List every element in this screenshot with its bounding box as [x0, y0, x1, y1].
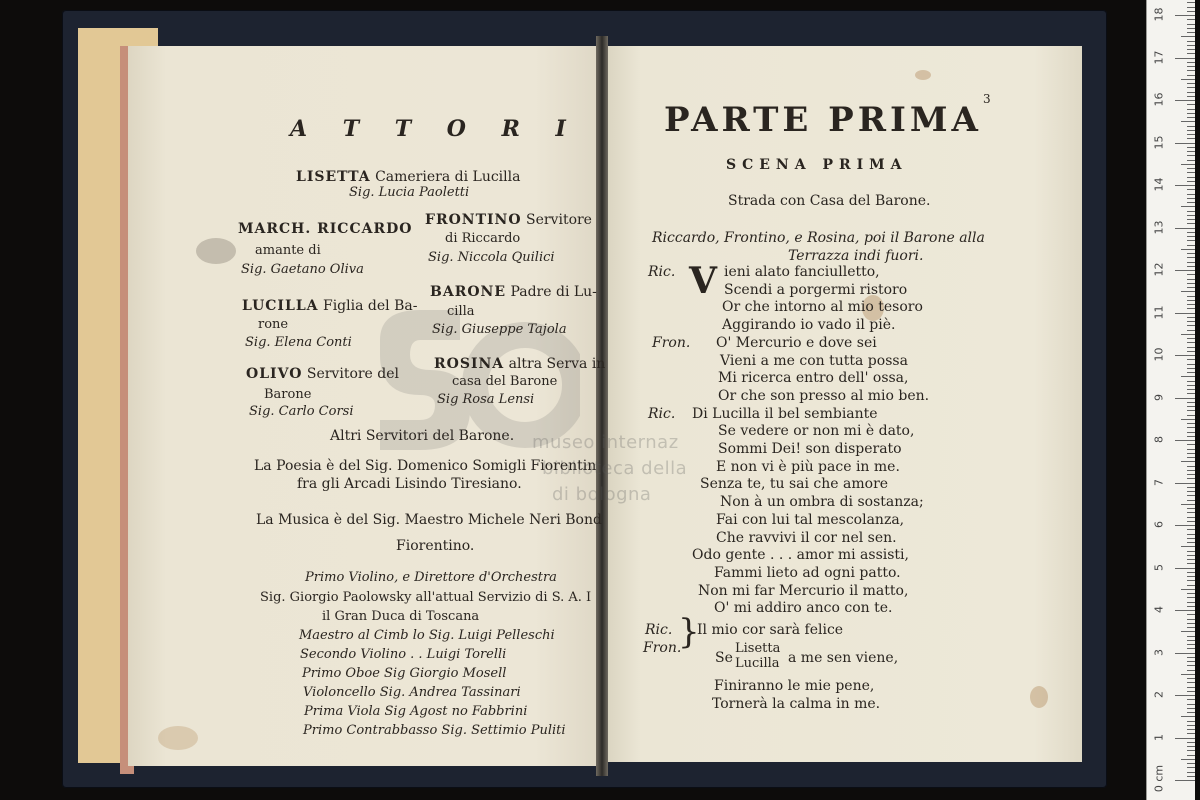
ruler-tick	[1187, 763, 1195, 764]
watermark-text-1: museo internaz	[532, 432, 679, 453]
ruler-tick	[1187, 708, 1195, 709]
ruler-tick	[1187, 134, 1195, 135]
verse-line: Fai con lui tal mescolanza,	[716, 511, 905, 528]
singer-lisetta: Sig. Lucia Paoletti	[349, 185, 470, 200]
ruler-tick	[1187, 62, 1195, 63]
ruler-tick	[1181, 79, 1195, 80]
ruler-tick	[1187, 712, 1195, 713]
ruler-tick	[1187, 28, 1195, 29]
ruler-tick	[1187, 194, 1195, 195]
ruler-tick	[1175, 100, 1195, 101]
ruler-tick	[1187, 66, 1195, 67]
ruler-tick	[1187, 444, 1195, 445]
ruler-tick	[1187, 644, 1195, 645]
ruler-tick	[1181, 206, 1195, 207]
ruler-label: 5	[1152, 563, 1166, 571]
watermark-text-2: biblioteca della	[542, 458, 688, 479]
ruler-tick	[1187, 325, 1195, 326]
ruler-tick	[1187, 393, 1195, 394]
ruler-tick	[1187, 211, 1195, 212]
ruler-tick	[1187, 83, 1195, 84]
ruler-tick	[1187, 7, 1195, 8]
scene-heading: SCENA PRIMA	[726, 157, 908, 173]
verse-line: O' mi addiro anco con te.	[714, 600, 893, 617]
ruler-tick	[1187, 2, 1195, 3]
ruler-tick	[1187, 172, 1195, 173]
ruler-tick	[1187, 682, 1195, 683]
ruler-tick	[1187, 500, 1195, 501]
duet-line-3: Finiranno le mie pene,	[714, 678, 875, 694]
part-title: PARTE PRIMA	[664, 100, 982, 140]
ruler-tick	[1187, 742, 1195, 743]
ruler-tick	[1181, 291, 1195, 292]
ruler-tick	[1187, 432, 1195, 433]
duet-name-lucilla: Lucilla	[735, 656, 780, 671]
ruler-tick	[1187, 555, 1195, 556]
ruler-tick	[1187, 147, 1195, 148]
verse-line: Or che intorno al mio tesoro	[722, 299, 923, 316]
ruler-label: 0 cm	[1152, 764, 1166, 793]
ruler-tick	[1187, 126, 1195, 127]
verse-line: Non à un ombra di sostanza;	[720, 494, 924, 511]
ruler-label: 17	[1152, 50, 1166, 64]
ruler-tick	[1187, 381, 1195, 382]
ruler-tick	[1187, 130, 1195, 131]
ruler-tick	[1187, 240, 1195, 241]
ruler-tick	[1187, 75, 1195, 76]
ruler-tick	[1187, 245, 1195, 246]
ruler-label: 3	[1152, 648, 1166, 656]
stage-direction-line1: Riccardo, Frontino, e Rosina, poi il Barone alla	[652, 230, 985, 246]
ruler-tick	[1181, 716, 1195, 717]
ruler-tick	[1187, 470, 1195, 471]
ruler-tick	[1187, 300, 1195, 301]
ruler-tick	[1187, 699, 1195, 700]
ruler-tick	[1187, 593, 1195, 594]
ruler-tick	[1181, 164, 1195, 165]
role-riccardo-desc: amante di	[255, 243, 321, 258]
ruler-tick	[1181, 334, 1195, 335]
ruler-tick	[1187, 746, 1195, 747]
scene-setting: Strada con Casa del Barone.	[728, 193, 931, 209]
ruler-tick	[1187, 576, 1195, 577]
ruler-tick	[1175, 738, 1195, 739]
ruler-tick	[1175, 185, 1195, 186]
stage-direction-line2: Terrazza indi fuori.	[788, 248, 924, 264]
ruler-tick	[1187, 602, 1195, 603]
ruler-tick	[1187, 19, 1195, 20]
ruler-tick	[1187, 491, 1195, 492]
ruler-tick	[1187, 151, 1195, 152]
orchestra-line: Primo Oboe Sig Giorgio Mosell	[302, 666, 507, 681]
ruler-tick	[1187, 551, 1195, 552]
ruler-tick	[1187, 160, 1195, 161]
ruler-tick	[1187, 257, 1195, 258]
singer-barone: Sig. Giuseppe Tajola	[432, 322, 567, 337]
ruler-label: 6	[1152, 521, 1166, 528]
ruler-label: 13	[1152, 220, 1166, 234]
ruler-tick	[1175, 780, 1195, 781]
ruler-tick	[1181, 504, 1195, 505]
measurement-ruler	[1146, 0, 1195, 800]
ruler-tick	[1187, 466, 1195, 467]
poetry-credit-line1: La Poesia è del Sig. Domenico Somigli Fiorentin	[254, 458, 597, 474]
singer-frontino: Sig. Niccola Quilici	[428, 250, 555, 265]
duet-line-2: a me sen viene,	[788, 650, 899, 666]
speaker-label: Ric.	[648, 264, 676, 280]
ruler-tick	[1187, 755, 1195, 756]
ruler-tick	[1187, 342, 1195, 343]
ruler-tick	[1187, 262, 1195, 263]
ruler-tick	[1175, 355, 1195, 356]
ruler-tick	[1187, 733, 1195, 734]
ruler-tick	[1187, 253, 1195, 254]
ruler-label: 14	[1152, 177, 1166, 192]
role-olivo: OLIVO Servitore del	[246, 366, 400, 382]
foxing-stain	[915, 70, 931, 80]
ruler-tick	[1187, 704, 1195, 705]
foxing-stain	[1030, 686, 1048, 708]
ruler-tick	[1187, 572, 1195, 573]
role-lucilla-desc2: rone	[258, 317, 289, 332]
verse-line: Senza te, tu sai che amore	[700, 476, 889, 493]
ruler-tick	[1187, 661, 1195, 662]
book-gutter	[596, 36, 608, 776]
ruler-tick	[1187, 189, 1195, 190]
verse-line: Se vedere or non mi è dato,	[718, 423, 915, 440]
ruler-tick	[1187, 304, 1195, 305]
ruler-tick	[1187, 389, 1195, 390]
ruler-tick	[1187, 11, 1195, 12]
ruler-label: 16	[1152, 92, 1166, 107]
ruler-tick	[1187, 772, 1195, 773]
ruler-tick	[1187, 402, 1195, 403]
ruler-tick	[1181, 121, 1195, 122]
ruler-tick	[1187, 453, 1195, 454]
ruler-tick	[1175, 695, 1195, 696]
ruler-tick	[1187, 687, 1195, 688]
ruler-tick	[1175, 653, 1195, 654]
ruler-label: 15	[1152, 135, 1166, 149]
singer-lucilla: Sig. Elena Conti	[245, 335, 352, 350]
ruler-tick	[1181, 759, 1195, 760]
duet-line-se: Se	[715, 650, 733, 666]
ruler-tick	[1187, 534, 1195, 535]
ruler-tick	[1187, 606, 1195, 607]
ruler-tick	[1187, 215, 1195, 216]
ruler-tick	[1187, 776, 1195, 777]
role-frontino-desc2: di Riccardo	[445, 231, 521, 246]
ruler-tick	[1187, 109, 1195, 110]
ruler-tick	[1187, 347, 1195, 348]
ruler-tick	[1187, 559, 1195, 560]
ruler-tick	[1175, 58, 1195, 59]
ruler-tick	[1187, 308, 1195, 309]
ruler-tick	[1187, 198, 1195, 199]
ruler-tick	[1181, 376, 1195, 377]
orchestra-line: Primo Contrabbasso Sig. Settimio Puliti	[303, 723, 566, 738]
ruler-tick	[1187, 168, 1195, 169]
duet-speaker-ric: Ric.	[645, 622, 673, 638]
verse-line: Aggirando io vado il piè.	[722, 317, 896, 334]
ruler-tick	[1187, 296, 1195, 297]
ruler-tick	[1187, 640, 1195, 641]
ruler-tick	[1181, 36, 1195, 37]
ruler-tick	[1175, 15, 1195, 16]
drop-cap: V	[689, 260, 717, 302]
ruler-tick	[1181, 249, 1195, 250]
ruler-tick	[1181, 546, 1195, 547]
ruler-tick	[1187, 181, 1195, 182]
ruler-tick	[1187, 321, 1195, 322]
ruler-tick	[1187, 351, 1195, 352]
ruler-tick	[1187, 49, 1195, 50]
ruler-tick	[1187, 457, 1195, 458]
ruler-tick	[1187, 113, 1195, 114]
ruler-tick	[1187, 368, 1195, 369]
ruler-tick	[1187, 585, 1195, 586]
ruler-label: 10	[1152, 347, 1166, 362]
role-rosina: ROSINA altra Serva in	[434, 356, 606, 372]
ruler-tick	[1187, 517, 1195, 518]
ruler-tick	[1187, 219, 1195, 220]
poetry-credit-line2: fra gli Arcadi Lisindo Tiresiano.	[297, 476, 522, 492]
verse-line: Di Lucilla il bel sembiante	[692, 405, 878, 422]
ruler-tick	[1187, 529, 1195, 530]
ruler-tick	[1187, 542, 1195, 543]
ruler-tick	[1187, 436, 1195, 437]
ruler-tick	[1181, 674, 1195, 675]
ruler-tick	[1175, 440, 1195, 441]
singer-olivo: Sig. Carlo Corsi	[249, 404, 354, 419]
role-riccardo-name: MARCH. RICCARDO	[238, 221, 413, 237]
ruler-tick	[1175, 525, 1195, 526]
ruler-tick	[1187, 721, 1195, 722]
role-olivo-desc2: Barone	[264, 387, 312, 402]
ruler-tick	[1187, 678, 1195, 679]
verse-line: O' Mercurio e dove sei	[716, 334, 877, 351]
verse-line: Fammi lieto ad ogni patto.	[714, 564, 901, 581]
ruler-label: 2	[1152, 691, 1166, 698]
duet-name-lisetta: Lisetta	[735, 641, 781, 656]
ruler-tick	[1187, 665, 1195, 666]
verse-line: Che ravvivi il cor nel sen.	[716, 529, 897, 546]
verse-line: Vieni a me con tutta possa	[720, 352, 908, 369]
ruler-tick	[1181, 631, 1195, 632]
ruler-tick	[1187, 155, 1195, 156]
role-barone-desc2: cilla	[447, 304, 475, 319]
ruler-tick	[1187, 415, 1195, 416]
ruler-tick	[1187, 223, 1195, 224]
ruler-tick	[1187, 495, 1195, 496]
ruler-tick	[1187, 177, 1195, 178]
ruler-tick	[1187, 70, 1195, 71]
ruler-tick	[1187, 767, 1195, 768]
ruler-tick	[1175, 398, 1195, 399]
ruler-tick	[1175, 313, 1195, 314]
ruler-tick	[1187, 338, 1195, 339]
ruler-tick	[1187, 563, 1195, 564]
orchestra-line: Prima Viola Sig Agost no Fabbrini	[304, 704, 528, 719]
ruler-tick	[1175, 270, 1195, 271]
ruler-tick	[1187, 87, 1195, 88]
ruler-tick	[1187, 614, 1195, 615]
ruler-tick	[1187, 725, 1195, 726]
ruler-tick	[1181, 589, 1195, 590]
ruler-tick	[1187, 41, 1195, 42]
ruler-tick	[1175, 568, 1195, 569]
ruler-tick	[1187, 474, 1195, 475]
role-frontino: FRONTINO Servitore	[425, 212, 592, 228]
verse-line: ieni alato fanciulletto,	[724, 264, 880, 280]
verse-line: E non vi è più pace in me.	[716, 458, 900, 475]
ruler-tick	[1187, 236, 1195, 237]
ruler-tick	[1187, 538, 1195, 539]
ruler-tick	[1187, 117, 1195, 118]
music-credit-line2: Fiorentino.	[396, 538, 475, 554]
ruler-label: 1	[1152, 733, 1166, 741]
ruler-label: 18	[1152, 7, 1166, 22]
ruler-tick	[1187, 92, 1195, 93]
ruler-tick	[1187, 24, 1195, 25]
ruler-label: 4	[1152, 606, 1166, 613]
ruler-tick	[1187, 372, 1195, 373]
page-number: 3	[983, 92, 991, 106]
ruler-tick	[1187, 330, 1195, 331]
orchestra-line: Secondo Violino . . Luigi Torelli	[300, 647, 507, 662]
ruler-tick	[1187, 521, 1195, 522]
role-lisetta: LISETTA Cameriera di Lucilla	[296, 169, 521, 185]
actors-heading: A T T O R I	[290, 116, 580, 142]
ruler-tick	[1187, 670, 1195, 671]
singer-rosina: Sig Rosa Lensi	[437, 392, 535, 407]
ruler-tick	[1187, 138, 1195, 139]
duet-brace: }	[678, 612, 700, 652]
ink-smudge	[196, 238, 236, 264]
ruler-tick	[1187, 317, 1195, 318]
ruler-tick	[1181, 461, 1195, 462]
verse-line: Sommi Dei! son disperato	[718, 441, 902, 457]
ruler-tick	[1187, 691, 1195, 692]
ruler-tick	[1175, 228, 1195, 229]
watermark-text-3: di bologna	[552, 484, 652, 505]
ruler-tick	[1187, 657, 1195, 658]
orchestra-line: Sig. Giorgio Paolowsky all'attual Servizio di S. A. I	[260, 590, 592, 605]
ruler-tick	[1187, 385, 1195, 386]
duet-line-1: Il mio cor sarà felice	[697, 622, 844, 638]
role-rosina-desc2: casa del Barone	[452, 374, 558, 389]
foxing-stain	[158, 726, 198, 750]
ruler-tick	[1187, 423, 1195, 424]
ruler-tick	[1175, 143, 1195, 144]
ruler-label: 8	[1152, 436, 1166, 443]
duet-line-4: Tornerà la calma in me.	[712, 696, 881, 712]
ruler-tick	[1175, 483, 1195, 484]
ruler-tick	[1187, 53, 1195, 54]
ruler-tick	[1187, 512, 1195, 513]
orchestra-line: il Gran Duca di Toscana	[322, 609, 480, 624]
music-credit-line1: La Musica è del Sig. Maestro Michele Neri Bond	[256, 512, 602, 528]
ruler-tick	[1187, 427, 1195, 428]
ruler-label: 12	[1152, 262, 1166, 277]
singer-riccardo: Sig. Gaetano Oliva	[241, 262, 364, 277]
ruler-tick	[1187, 729, 1195, 730]
ruler-tick	[1187, 287, 1195, 288]
speaker-label: Fron.	[652, 334, 691, 351]
ruler-tick	[1187, 648, 1195, 649]
ruler-tick	[1187, 508, 1195, 509]
verse-line: Mi ricerca entro dell' ossa,	[718, 370, 909, 387]
ruler-tick	[1187, 449, 1195, 450]
ruler-tick	[1187, 96, 1195, 97]
ruler-tick	[1187, 104, 1195, 105]
ruler-tick	[1187, 619, 1195, 620]
verse-line: Or che son presso al mio ben.	[718, 387, 930, 404]
ruler-label: 11	[1152, 305, 1166, 319]
ruler-tick	[1187, 597, 1195, 598]
ruler-tick	[1187, 45, 1195, 46]
ruler-tick	[1187, 487, 1195, 488]
ruler-tick	[1187, 232, 1195, 233]
ruler-tick	[1187, 202, 1195, 203]
verse-line: Scendi a porgermi ristoro	[724, 281, 908, 298]
ruler-tick	[1187, 623, 1195, 624]
orchestra-line: Violoncello Sig. Andrea Tassinari	[303, 685, 521, 700]
ruler-tick	[1187, 750, 1195, 751]
ruler-tick	[1187, 410, 1195, 411]
ruler-tick	[1187, 279, 1195, 280]
ruler-tick	[1187, 478, 1195, 479]
ruler-tick	[1187, 32, 1195, 33]
ruler-tick	[1187, 364, 1195, 365]
ruler-tick	[1187, 580, 1195, 581]
ruler-tick	[1187, 636, 1195, 637]
role-lucilla: LUCILLA Figlia del Ba-	[242, 298, 418, 314]
orchestra-line: Maestro al Cimb lo Sig. Luigi Pelleschi	[299, 628, 555, 643]
ruler-tick	[1187, 266, 1195, 267]
verse-line: Odo gente . . . amor mi assisti,	[692, 547, 909, 564]
duet-speaker-fron: Fron.	[643, 640, 682, 656]
role-barone: BARONE Padre di Lu-	[430, 284, 597, 300]
ruler-tick	[1187, 627, 1195, 628]
orchestra-line: Primo Violino, e Direttore d'Orchestra	[305, 570, 557, 585]
verse-line: Non mi far Mercurio il matto,	[698, 582, 909, 599]
ruler-tick	[1187, 283, 1195, 284]
ruler-tick	[1175, 610, 1195, 611]
other-servants: Altri Servitori del Barone.	[330, 428, 515, 444]
ruler-tick	[1187, 359, 1195, 360]
ruler-tick	[1187, 274, 1195, 275]
speaker-label: Ric.	[648, 405, 676, 422]
ruler-tick	[1181, 419, 1195, 420]
ruler-label: 9	[1152, 393, 1166, 401]
ruler-label: 7	[1152, 478, 1166, 486]
ruler-tick	[1187, 406, 1195, 407]
